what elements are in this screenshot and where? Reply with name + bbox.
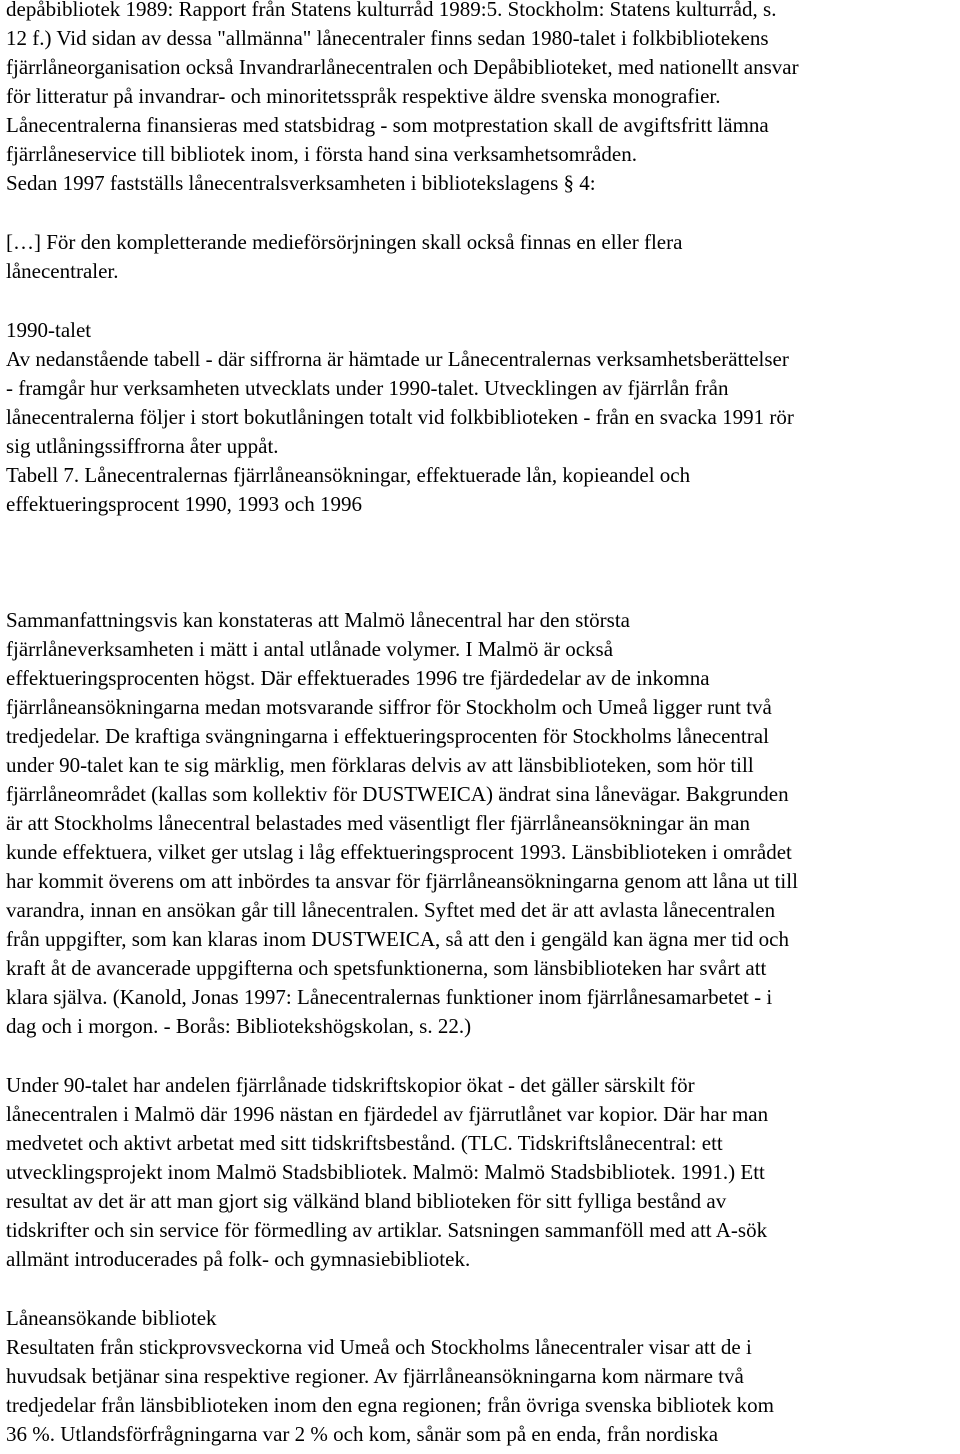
text-line: fjärrlåneorganisation också Invandrarlånecentralen och Depåbiblioteket, med nationellt ansvar [6,55,799,79]
text-line: Lånecentralerna finansieras med statsbidrag - som motprestation skall de avgiftsfritt lämna [6,113,769,137]
table-caption: effektueringsprocent 1990, 1993 och 1996 [6,492,362,516]
text-line: Sammanfattningsvis kan konstateras att Malmö lånecentral har den största [6,608,630,632]
text-line: utvecklingsprojekt inom Malmö Stadsbibliotek. Malmö: Malmö Stadsbibliotek. 1991.) Ett [6,1160,765,1184]
text-line: effektueringsprocenten högst. Där effektuerades 1996 tre fjärdedelar av de inkomna [6,666,710,690]
text-line: dag och i morgon. - Borås: Bibliotekshögskolan, s. 22.) [6,1014,472,1038]
text-line: varandra, innan en ansökan går till lånecentralen. Syftet med det är att avlasta lånecentralen [6,898,776,922]
section-heading: 1990-talet [6,318,92,342]
text-line: sig utlåningssiffrorna åter uppåt. [6,434,279,458]
text-line: klara själva. (Kanold, Jonas 1997: Lånecentralernas funktioner inom fjärrlånesamarbetet - i [6,985,773,1009]
text-line: depåbibliotek 1989: Rapport från Statens kulturråd 1989:5. Stockholm: Statens kulturråd, s. [6,0,777,21]
text-line: har kommit överens om att inbördes ta ansvar för fjärrlåneansökningarna genom att låna ut till [6,869,798,893]
text-line: medvetet och aktivt arbetat med sitt tidskriftsbestånd. (TLC. Tidskriftslånecentral: ett [6,1131,723,1155]
text-line: under 90-talet kan te sig märklig, men förklaras delvis av att länsbiblioteken, som hör till [6,753,754,777]
quote-line: lånecentraler. [6,259,119,283]
text-line: kraft åt de avancerade uppgifterna och spetsfunktionerna, som länsbiblioteken har svårt att [6,956,767,980]
quote-line: […] För den kompletterande medieförsörjningen skall också finnas en eller flera [6,230,683,254]
text-line: fjärrlåneservice till bibliotek inom, i första hand sina verksamhetsområden. [6,142,637,166]
text-line: fjärrlåneverksamheten i mätt i antal utlånade volymer. I Malmö är också [6,637,614,661]
text-line: 36 %. Utlandsförfrågningarna var 2 % och kom, sånär som på en enda, från nordiska [6,1422,719,1446]
text-line: Resultaten från stickprovsveckorna vid Umeå och Stockholms lånecentraler visar att de i [6,1335,752,1359]
text-line: - framgår hur verksamheten utvecklats under 1990-talet. Utvecklingen av fjärrlån från [6,376,729,400]
text-line: lånecentralen i Malmö där 1996 nästan en fjärdedel av fjärrutlånet var kopior. Där har man [6,1102,769,1126]
text-line: 12 f.) Vid sidan av dessa "allmänna" lånecentraler finns sedan 1980-talet i folkbibliotekens [6,26,769,50]
text-line: tredjedelar. De kraftiga svängningarna i effektueringsprocenten för Stockholms lånecentral [6,724,769,748]
table-caption: Tabell 7. Lånecentralernas fjärrlåneansökningar, effektuerade lån, kopieandel och [6,463,691,487]
text-line: Av nedanstående tabell - där siffrorna är hämtade ur Lånecentralernas verksamhetsberättelser [6,347,789,371]
text-line: Under 90-talet har andelen fjärrlånade tidskriftskopior ökat - det gäller särskilt för [6,1073,695,1097]
text-line: tredjedelar från länsbiblioteken inom den egna regionen; från övriga svenska bibliotek kom [6,1393,775,1417]
text-line: är att Stockholms lånecentral belastades med väsentligt fler fjärrlåneansökningar än man [6,811,751,835]
text-line: tidskrifter och sin service för förmedling av artiklar. Satsningen sammanföll med att A-sök [6,1218,768,1242]
text-line: Sedan 1997 fastställs lånecentralsverksamheten i bibliotekslagens § 4: [6,171,596,195]
text-line: fjärrlåneansökningarna medan motsvarande siffror för Stockholm och Umeå ligger runt två [6,695,772,719]
text-line: från uppgifter, som kan klaras inom DUSTWEICA, så att den i gengäld kan ägna mer tid och [6,927,789,951]
text-line: för litteratur på invandrar- och minoritetsspråk respektive äldre svenska monografier. [6,84,721,108]
text-line: lånecentralerna följer i stort bokutlåningen totalt vid folkbiblioteken - från en svacka 1991 rör [6,405,794,429]
text-line: resultat av det är att man gjort sig välkänd bland biblioteken för sitt fylliga bestånd av [6,1189,727,1213]
text-line: huvudsak betjänar sina respektive regioner. Av fjärrlåneansökningarna kom närmare två [6,1364,744,1388]
text-line: kunde effektuera, vilket ger utslag i låg effektueringsprocent 1993. Länsbiblioteken i området [6,840,792,864]
text-line: fjärrlåneområdet (kallas som kollektiv för DUSTWEICA) ändrat sina lånevägar. Bakgrunden [6,782,789,806]
text-line: allmänt introducerades på folk- och gymnasiebibliotek. [6,1247,471,1271]
section-heading: Låneansökande bibliotek [6,1306,217,1330]
